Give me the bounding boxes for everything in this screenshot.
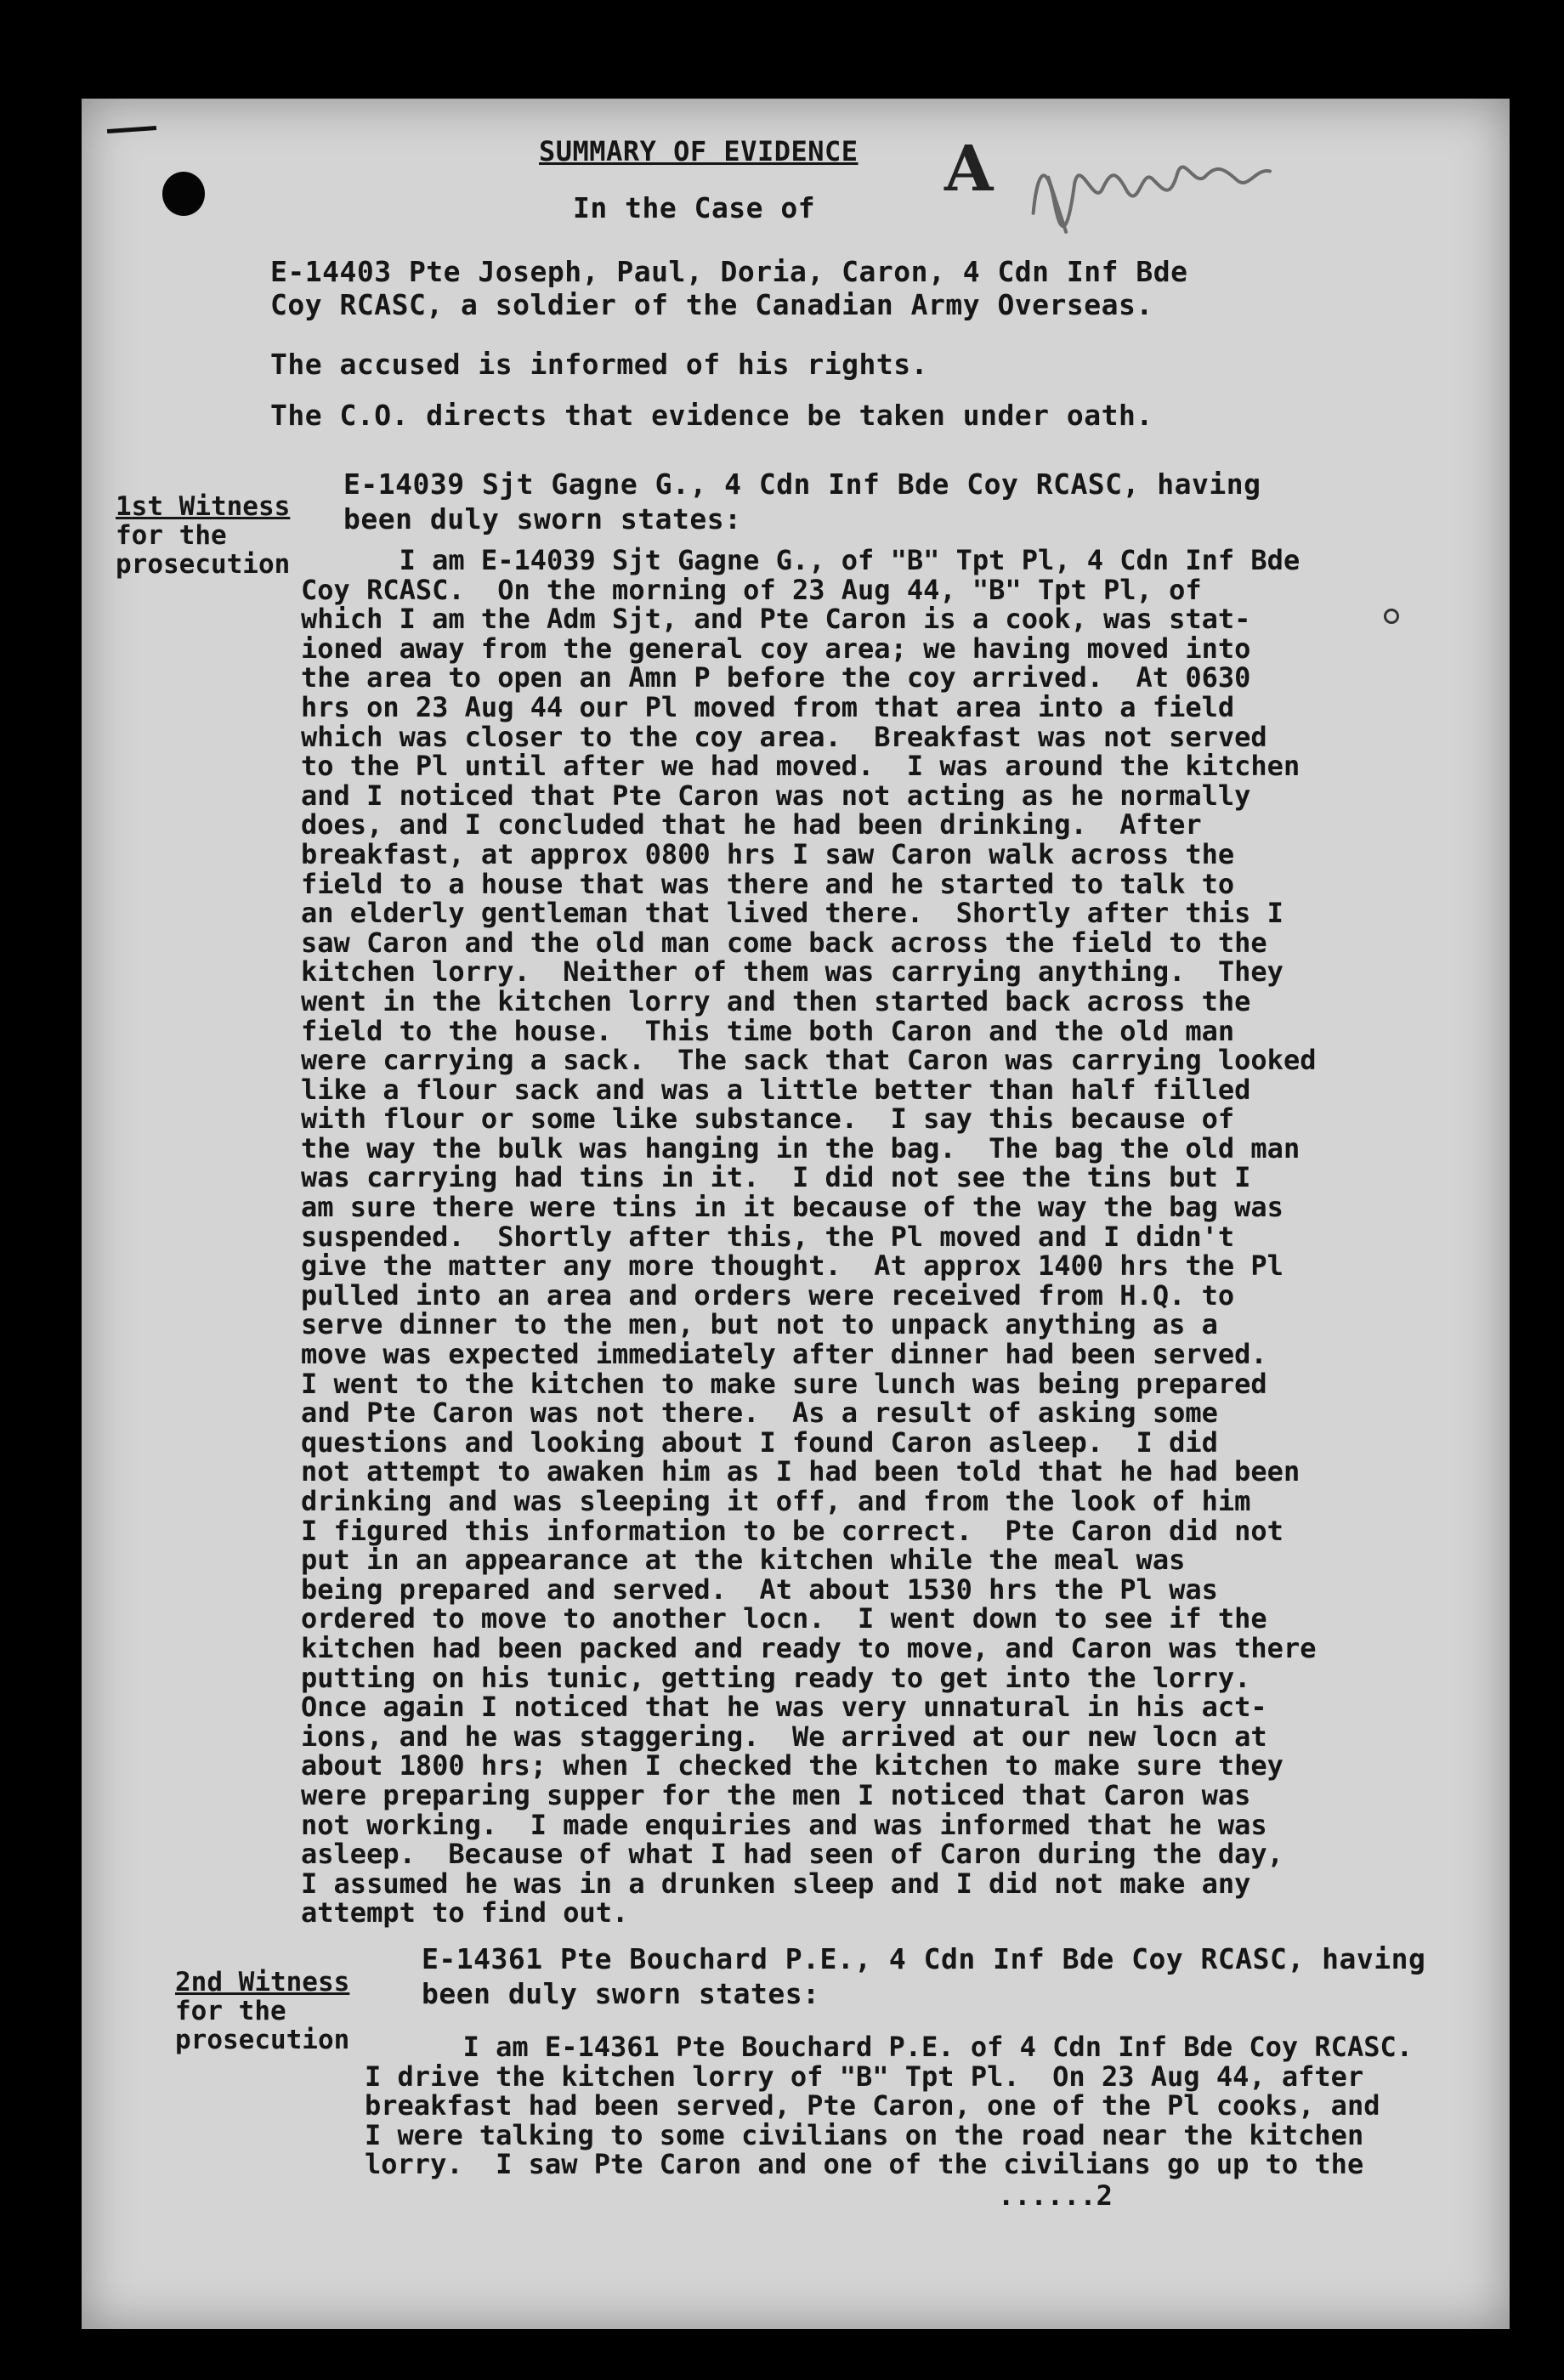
statement-line: being prepared and served. At about 1530 hrs the Pl was	[301, 1572, 1218, 1606]
dash-mark	[107, 126, 156, 133]
statement-line: the area to open an Amn P before the coy arrived. At 0630	[301, 661, 1251, 694]
statement-line: kitchen had been packed and ready to move, and Caron was there	[301, 1631, 1317, 1664]
statement-line: went in the kitchen lorry and then started back across the	[301, 984, 1251, 1017]
statement-line: put in an appearance at the kitchen while the meal was	[301, 1544, 1186, 1577]
statement-line: move was expected immediately after dinner had been served.	[301, 1338, 1267, 1371]
statement-line: does, and I concluded that he had been drinking. After	[301, 808, 1202, 842]
statement-line: ordered to move to another locn. I went down to see if the	[301, 1602, 1267, 1635]
statement-line: Coy RCASC. On the morning of 23 Aug 44, "B" Tpt Pl, of	[301, 573, 1202, 606]
signature-scribble	[1020, 128, 1284, 248]
statement-line: which I am the Adm Sjt, and Pte Caron is a cook, was stat-	[301, 603, 1251, 636]
statement-line: I figured this information to be correct. Pte Caron did not	[301, 1514, 1284, 1547]
statement-line: I drive the kitchen lorry of "B" Tpt Pl. On 23 Aug 44, after	[365, 2060, 1364, 2093]
statement-line: the way the bulk was hanging in the bag. The bag the old man	[301, 1131, 1300, 1164]
document-subtitle: In the Case of	[573, 191, 816, 224]
statement-line: Once again I noticed that he was very unnatural in his act-	[301, 1691, 1267, 1724]
witness-label-line: for the	[116, 520, 227, 551]
statement-line: I am E-14039 Sjt Gagne G., of "B" Tpt Pl, 4 Cdn Inf Bde	[301, 544, 1300, 576]
witness-2-heading: E-14361 Pte Bouchard P.E., 4 Cdn Inf Bde Coy RCASC, having	[422, 1942, 1426, 1975]
case-line: E-14403 Pte Joseph, Paul, Doria, Caron, 4 Cdn Inf Bde	[270, 255, 1188, 288]
rights-statement: The accused is informed of his rights.	[270, 348, 928, 381]
witness-2-heading: been duly sworn states:	[422, 1977, 820, 2010]
statement-line: an elderly gentleman that lived there. Shortly after this I	[301, 897, 1284, 930]
witness-2-statement	[365, 2032, 1413, 2179]
statement-line: questions and looking about I found Caron asleep. I did	[301, 1425, 1218, 1459]
statement-line: were preparing supper for the men I noticed that Caron was	[301, 1778, 1251, 1811]
witness-1-heading: E-14039 Sjt Gagne G., 4 Cdn Inf Bde Coy RCASC, having	[343, 468, 1261, 501]
document-title: SUMMARY OF EVIDENCE	[539, 135, 858, 167]
statement-line: and Pte Caron was not there. As a result of asking some	[301, 1397, 1218, 1430]
statement-line: drinking and was sleeping it off, and from the look of him	[301, 1485, 1251, 1517]
punch-hole	[162, 172, 205, 216]
statement-line: was carrying had tins in it. I did not see the tins but I	[301, 1161, 1251, 1194]
witness-label-line: prosecution	[116, 549, 291, 580]
statement-line: kitchen lorry. Neither of them was carrying anything. They	[301, 955, 1284, 989]
page-continuation: ......2	[998, 2179, 1113, 2212]
statement-line: not attempt to awaken him as I had been told that he had been	[301, 1455, 1300, 1488]
statement-line: am sure there were tins in it because of the way the bag was	[301, 1191, 1284, 1224]
statement-line: not working. I made enquiries and was informed that he was	[301, 1808, 1267, 1841]
witness-label: 1st Witness	[116, 491, 291, 522]
statement-line: I went to the kitchen to make sure lunch was being prepared	[301, 1367, 1267, 1400]
statement-line: suspended. Shortly after this, the Pl moved and I didn't	[301, 1220, 1235, 1253]
statement-line: ioned away from the general coy area; we having moved into	[301, 632, 1251, 665]
handwritten-signature	[1020, 128, 1284, 260]
statement-line: which was closer to the coy area. Breakfast was not served	[301, 720, 1267, 753]
statement-line: breakfast, at approx 0800 hrs I saw Caron walk across the	[301, 837, 1235, 870]
statement-line: about 1800 hrs; when I checked the kitchen to make sure they	[301, 1749, 1284, 1782]
witness-1-heading: been duly sworn states:	[343, 502, 742, 536]
statement-line: hrs on 23 Aug 44 our Pl moved from that area into a field	[301, 690, 1235, 723]
witness-label: 2nd Witness	[175, 1967, 350, 1998]
statement-line: attempt to find out.	[301, 1896, 629, 1930]
witness-2-margin-label	[175, 1968, 349, 2054]
statement-line: breakfast had been served, Pte Caron, one of the Pl cooks, and	[365, 2089, 1380, 2122]
statement-line: field to a house that was there and he started to talk to	[301, 867, 1235, 900]
statement-line: ions, and he was staggering. We arrived at our new locn at	[301, 1720, 1267, 1753]
witness-label-line: for the	[175, 1996, 286, 2026]
statement-line: were carrying a sack. The sack that Caron was carrying looked	[301, 1044, 1317, 1077]
statement-line: give the matter any more thought. At approx 1400 hrs the Pl	[301, 1250, 1284, 1283]
statement-line: like a flour sack and was a little better than half filled	[301, 1073, 1251, 1106]
case-line: Coy RCASC, a soldier of the Canadian Army Overseas.	[270, 288, 1153, 321]
witness-1-margin-label	[116, 492, 290, 579]
document-page	[82, 99, 1510, 2329]
statement-line: I assumed he was in a drunken sleep and I did not make any	[301, 1867, 1251, 1900]
witness-1-statement	[301, 546, 1316, 1928]
statement-line: I were talking to some civilians on the road near the kitchen	[365, 2118, 1364, 2151]
statement-line: to the Pl until after we had moved. I was around the kitchen	[301, 750, 1300, 783]
statement-line: serve dinner to the men, but not to unpack anything as a	[301, 1308, 1218, 1341]
statement-line: I am E-14361 Pte Bouchard P.E. of 4 Cdn Inf Bde Coy RCASC.	[365, 2031, 1413, 2063]
statement-line: and I noticed that Pte Caron was not acting as he normally	[301, 779, 1251, 812]
statement-line: putting on his tunic, getting ready to get into the lorry.	[301, 1661, 1251, 1694]
handwritten-letter: A	[944, 133, 994, 206]
statement-line: lorry. I saw Pte Caron and one of the civilians go up to the	[365, 2148, 1364, 2181]
statement-line: pulled into an area and orders were received from H.Q. to	[301, 1278, 1235, 1312]
statement-line: field to the house. This time both Caron and the old man	[301, 1014, 1235, 1047]
statement-line: asleep. Because of what I had seen of Caron during the day,	[301, 1838, 1284, 1871]
stray-mark	[1384, 609, 1399, 624]
witness-label-line: prosecution	[175, 2025, 350, 2055]
statement-line: with flour or some like substance. I say this because of	[301, 1102, 1235, 1136]
oath-statement: The C.O. directs that evidence be taken under oath.	[270, 399, 1153, 432]
statement-line: saw Caron and the old man come back across the field to the	[301, 926, 1267, 959]
